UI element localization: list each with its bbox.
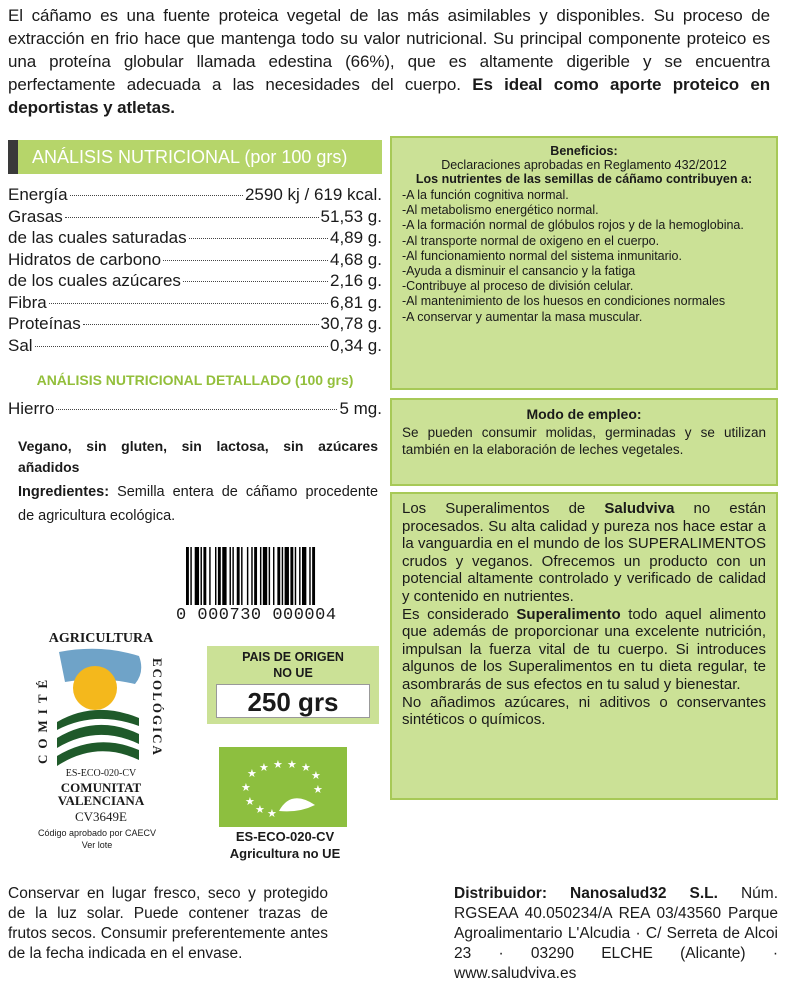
- eu-star: ★: [311, 769, 321, 782]
- benefits-intro: Los nutrientes de las semillas de cáñamo contribuyen a:: [415, 172, 753, 186]
- nutrition-row: [8, 335, 382, 357]
- usage-title: Modo de empleo:: [526, 406, 642, 422]
- nutrition-value: 0,34 g.: [330, 335, 382, 355]
- nutrition-row: [8, 249, 382, 271]
- intro-bold-text: Es ideal como aporte proteico en deportistas y atletas.: [8, 75, 770, 117]
- superfood-p1-a: Los Superalimentos de: [402, 500, 605, 517]
- origin-country-label: PAIS DE ORIGEN: [242, 650, 344, 664]
- ingredients: [18, 480, 378, 528]
- superfood-box: [390, 492, 778, 800]
- barcode-bar: [285, 547, 289, 605]
- barcode-bar: [203, 547, 206, 605]
- barcode-bar: [263, 547, 267, 605]
- superfood-term: Superalimento: [516, 605, 621, 623]
- barcode-bar: [186, 547, 189, 605]
- nutrition-label: Fibra: [8, 292, 47, 312]
- nutrition-row: [8, 184, 382, 206]
- barcode-bar: [282, 547, 283, 605]
- eu-organic-leaf-logo: [219, 747, 347, 827]
- barcode-bar: [247, 547, 248, 605]
- barcode-bar: [209, 547, 210, 605]
- eu-star: ★: [287, 758, 297, 771]
- nutrition-value: 51,53 g.: [320, 206, 382, 226]
- barcode-bar: [222, 547, 226, 605]
- benefits-list: [402, 188, 766, 325]
- barcode-bar: [302, 547, 306, 605]
- superfood-p2-a: Es considerado: [402, 605, 517, 623]
- agri-logo-region-1: COMUNITAT: [60, 780, 142, 795]
- dot-leader: [83, 324, 319, 325]
- nutrition-value: 4,89 g.: [330, 228, 382, 247]
- nutrition-title: ANÁLISIS NUTRICIONAL (por 100 grs): [8, 140, 382, 174]
- usage-text: Se pueden consumir molidas, germinadas y se utilizan también en la elaboración de leches vegetales.: [402, 425, 766, 457]
- nutrition-value: 6,81 g.: [330, 292, 382, 312]
- nutrition-label: Hidratos de carbono: [8, 249, 162, 269]
- barcode-bar: [309, 547, 310, 605]
- benefits-title: Beneficios:: [550, 144, 618, 158]
- barcode-bar: [277, 547, 280, 605]
- barcode-bar: [260, 547, 261, 605]
- nutrition-row: [8, 270, 382, 292]
- nutrition-value: 4,68 g.: [330, 249, 382, 269]
- nutrition-detail-table: [8, 398, 382, 420]
- eu-star: ★: [245, 795, 255, 808]
- superfood-brand: Saludviva: [604, 500, 675, 517]
- barcode-bar: [195, 547, 199, 605]
- barcode-bar: [215, 547, 216, 605]
- agri-logo-right-text: ECOLÓGICA: [150, 658, 165, 757]
- nutrition-value: 30,78 g.: [320, 314, 382, 333]
- nutrition-label: Grasas: [8, 206, 63, 226]
- dot-leader: [65, 217, 319, 218]
- eu-star: ★: [259, 761, 269, 774]
- superfood-p1-b: no están procesados. Su alta calidad y pureza nos hace estar a la vanguardia en el mundo de los SUPERALIMENTOS crudos y veganos. Ofrecemos un producto con un potencial altamente controlado y verificado de calidad y contenido en nutrientes.: [402, 500, 766, 605]
- nutrition-detail-row: [8, 398, 382, 420]
- superfood-p3: No añadimos azúcares, ni aditivos o conservantes sintéticos o químicos.: [402, 693, 766, 729]
- nutrition-value: 2,16 g.: [330, 271, 382, 290]
- nutrition-label: de los cuales azúcares: [8, 271, 181, 290]
- barcode-bar: [241, 547, 242, 605]
- superfood-p2: [402, 606, 766, 694]
- dot-leader: [189, 238, 328, 239]
- barcode-bar: [299, 547, 300, 605]
- distributor-details: Núm. RGSEAA 40.050234/A REA 03/43560 Parque Agroalimentario L'Alcudia · C/ Serreta de Alcoi 23 · 03290 ELCHE (Alicante) · www.saludviva.es: [454, 885, 778, 982]
- benefit-item: -Contribuye al proceso de división celular.: [402, 279, 634, 294]
- superfood-p2-b: todo aquel alimento que además de proporcionar una excelente nutrición, impulsan la fuerza vital de tu cuerpo. Si introduces algunos de los Superalimentos en tu dieta regular, te asombrarás de sus efectos en tu salud y bienestar.: [402, 605, 766, 693]
- eu-star: ★: [247, 767, 257, 780]
- nutrition-row: [8, 292, 382, 314]
- diet-info: Vegano, sin gluten, sin lactosa, sin azúcares añadidos: [18, 438, 378, 475]
- eu-star: ★: [255, 803, 265, 816]
- agri-logo-cert: CV3649E: [75, 809, 127, 824]
- agri-logo-foot-1: Código aprobado por CAECV: [37, 828, 157, 838]
- agri-logo-region-2: VALENCIANA: [57, 793, 145, 808]
- origin-country-value: NO UE: [273, 666, 313, 680]
- barcode-bar: [312, 547, 315, 605]
- agri-logo-left-text: COMITÉ: [35, 673, 50, 764]
- eu-logo-origin: Agricultura no UE: [229, 846, 341, 861]
- barcode-bar: [254, 547, 257, 605]
- barcode-number: 0 000730 000004: [176, 606, 376, 625]
- nutrition-table: [8, 184, 382, 356]
- dot-leader: [70, 195, 243, 196]
- barcode-bar: [232, 547, 233, 605]
- barcode-bar: [290, 547, 293, 605]
- storage-instructions: Conservar en lugar fresco, seco y protegido de la luz solar. Puede contener trazas de frutos secos. Consumir preferentemente antes de la fecha indicada en el envase.: [8, 885, 328, 962]
- distributor-name: Distribuidor: Nanosalud32 S.L.: [454, 885, 718, 902]
- eu-logo-background: [219, 747, 347, 827]
- dot-leader: [163, 260, 328, 261]
- benefit-item: -Al funcionamiento normal del sistema inmunitario.: [402, 248, 682, 263]
- intro-paragraph: [8, 4, 770, 119]
- agri-logo-top-text: AGRICULTURA: [48, 631, 154, 646]
- agri-logo-field-3: [57, 742, 139, 766]
- nutrition-row: [8, 227, 382, 249]
- nutrition-label: Proteínas: [8, 314, 81, 333]
- barcode-bar: [230, 547, 231, 605]
- eu-star: ★: [241, 781, 251, 794]
- barcode-bar: [190, 547, 191, 605]
- dot-leader: [35, 346, 328, 347]
- nutrition-row: [8, 313, 382, 335]
- benefits-box: [390, 136, 778, 390]
- benefits-subtitle: Declaraciones aprobadas en Reglamento 432/2012: [441, 158, 727, 172]
- superfood-p1: [402, 500, 766, 606]
- usage-box: [390, 398, 778, 486]
- barcode-bar: [251, 547, 252, 605]
- barcode-bar: [295, 547, 296, 605]
- nutrition-detail-value: 5 mg.: [339, 399, 382, 418]
- nutrition-detail-title: ANÁLISIS NUTRICIONAL DETALLADO (100 grs): [36, 372, 354, 388]
- eu-logo-code: ES-ECO-020-CV: [235, 829, 335, 844]
- barcode-bar: [218, 547, 221, 605]
- dot-leader: [49, 303, 328, 304]
- agri-logo-sun-shape: [73, 666, 117, 710]
- eu-star: ★: [273, 758, 283, 771]
- benefit-item: -A la función cognitiva normal.: [402, 188, 569, 202]
- eu-star: ★: [313, 783, 323, 796]
- nutrition-row: [8, 206, 382, 228]
- nutrition-label: Sal: [8, 335, 33, 355]
- dot-leader: [56, 409, 337, 410]
- barcode-bar: [201, 547, 202, 605]
- benefit-item: -Ayuda a disminuir el cansancio y la fatiga: [402, 264, 636, 279]
- benefit-item: -Al transporte normal de oxigeno en el cuerpo.: [402, 233, 660, 248]
- nutrition-value: 2590 kj / 619 kcal.: [244, 185, 382, 204]
- ingredients-text: Semilla entera de cáñamo procedente de agricultura ecológica.: [18, 484, 379, 524]
- nutrition-label: de las cuales saturadas: [8, 228, 187, 247]
- benefit-item: -A la formación normal de glóbulos rojos y de la hemoglobina.: [402, 218, 744, 233]
- eu-star: ★: [267, 807, 277, 820]
- intro-text: El cáñamo es una fuente proteica vegetal de las más asimilables y disponibles. Su proceso de extracción en frio hace que mantenga todo su valor nutricional. Su principal componente proteico es una proteína globular llamada edestina (66%), que es altamente digerible y se encuentra perfectamente adecuada a las necesidades del cuerpo.: [8, 6, 770, 94]
- benefit-item: -Al metabolismo energético normal.: [402, 203, 599, 218]
- distributor-info: [454, 884, 778, 984]
- benefit-item: -Al mantenimiento de los huesos en condiciones normales: [402, 294, 726, 309]
- nutrition-detail-label: Hierro: [8, 399, 55, 418]
- agri-logo-foot-2: Ver lote: [81, 840, 113, 850]
- barcode-bar: [273, 547, 274, 605]
- nutrition-label: Energía: [8, 185, 68, 204]
- dot-leader: [183, 281, 328, 282]
- eu-star: ★: [301, 761, 311, 774]
- barcode-bar: [269, 547, 270, 605]
- agri-logo-code: ES-ECO-020-CV: [65, 768, 137, 779]
- net-weight: 250 grs: [216, 684, 370, 718]
- barcode-bar: [237, 547, 240, 605]
- ingredients-label: Ingredientes:: [18, 484, 110, 500]
- benefit-item: -A conservar y aumentar la masa muscular.: [402, 309, 643, 324]
